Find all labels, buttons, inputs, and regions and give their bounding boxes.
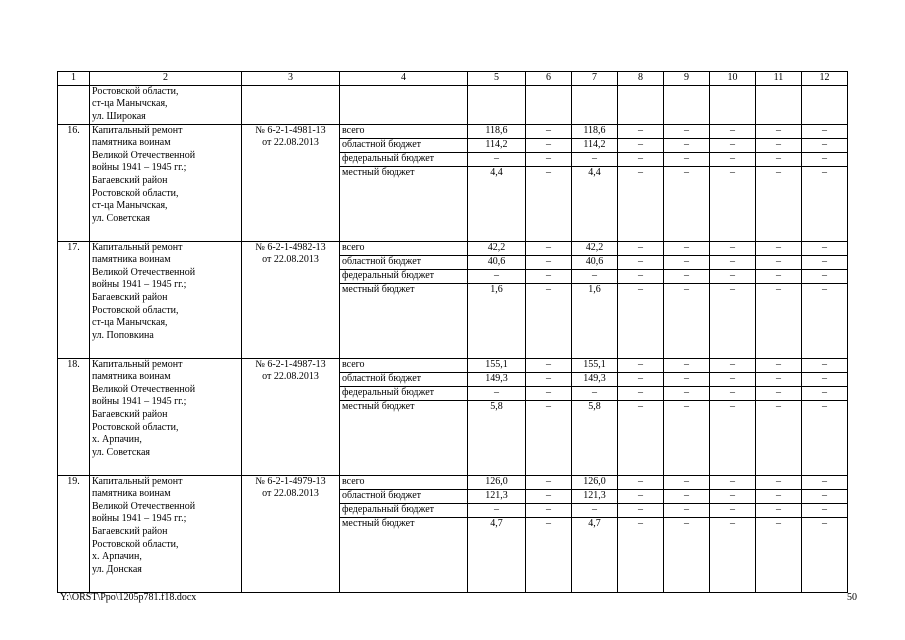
value-cell [802,85,848,124]
value-cell: – [802,269,848,283]
value-cell: – [802,503,848,517]
value-cell: – [526,138,572,152]
funding-source-cell: местный бюджет [340,517,468,592]
doc-cell: № 6-2-1-4979-13 от 22.08.2013 [242,475,340,592]
continuation-row [58,85,848,124]
value-cell: – [756,241,802,255]
funding-source-cell: местный бюджет [340,166,468,241]
value-cell: – [802,517,848,592]
funding-source-cell: областной бюджет [340,255,468,269]
value-cell: 1,6 [572,283,618,358]
value-cell: – [572,152,618,166]
value-cell: – [618,386,664,400]
header-cell: 3 [242,72,340,86]
value-cell [756,85,802,124]
funding-source-cell: местный бюджет [340,400,468,475]
doc-cell: № 6-2-1-4982-13 от 22.08.2013 [242,241,340,358]
funding-source-cell: всего [340,241,468,255]
value-cell: 4,7 [468,517,526,592]
value-cell: – [756,386,802,400]
value-cell: – [664,475,710,489]
funding-source-cell: областной бюджет [340,489,468,503]
value-cell: – [756,166,802,241]
value-cell: – [526,386,572,400]
value-cell: – [710,503,756,517]
value-cell: – [710,138,756,152]
value-cell: – [664,517,710,592]
header-cell: 1 [58,72,90,86]
value-cell: – [572,269,618,283]
budget-table [57,71,848,593]
value-cell: – [756,503,802,517]
funding-source-cell: областной бюджет [340,138,468,152]
object-name-cell: Капитальный ремонт памятника воинам Великой Отечественной войны 1941 – 1945 гг.; Багаевский район Ростовской области, ст-ца Манычская, ул. Поповкина [90,241,242,358]
value-cell: – [756,124,802,138]
value-cell: – [710,386,756,400]
value-cell: – [526,400,572,475]
value-cell: – [664,386,710,400]
value-cell: – [802,138,848,152]
value-cell: 42,2 [468,241,526,255]
funding-source-cell: местный бюджет [340,283,468,358]
value-cell: 155,1 [468,358,526,372]
value-cell: – [618,358,664,372]
table-row [58,475,848,489]
value-cell: – [710,475,756,489]
value-cell: 5,8 [468,400,526,475]
value-cell: – [572,503,618,517]
value-cell: 114,2 [572,138,618,152]
value-cell: – [526,372,572,386]
value-cell: – [618,124,664,138]
value-cell: – [618,517,664,592]
value-cell: – [802,166,848,241]
value-cell: 149,3 [468,372,526,386]
header-cell: 11 [756,72,802,86]
value-cell: – [756,152,802,166]
value-cell: – [618,241,664,255]
value-cell: – [618,503,664,517]
source-cell [340,85,468,124]
doc-cell: № 6-2-1-4987-13 от 22.08.2013 [242,358,340,475]
value-cell: 149,3 [572,372,618,386]
value-cell: – [802,400,848,475]
header-cell: 12 [802,72,848,86]
value-cell: – [526,283,572,358]
value-cell: – [802,283,848,358]
value-cell: – [710,358,756,372]
header-row [58,72,848,86]
value-cell: 1,6 [468,283,526,358]
object-name-cell: Капитальный ремонт памятника воинам Великой Отечественной войны 1941 – 1945 гг.; Багаевский район Ростовской области, х. Арпачин, ул. Советская [90,358,242,475]
value-cell: – [526,166,572,241]
value-cell: – [526,358,572,372]
footer-file-path: Y:\ORST\Ppo\1205p781.f18.docx [60,592,197,603]
value-cell: – [618,138,664,152]
value-cell: – [664,503,710,517]
funding-source-cell: всего [340,124,468,138]
value-cell: – [756,489,802,503]
value-cell: – [618,166,664,241]
value-cell: – [802,255,848,269]
value-cell: – [526,269,572,283]
value-cell: 118,6 [468,124,526,138]
value-cell: – [526,255,572,269]
value-cell: – [526,503,572,517]
table-row [58,358,848,372]
value-cell: – [664,124,710,138]
row-number-cell: 17. [58,241,90,358]
value-cell: – [710,241,756,255]
value-cell: 5,8 [572,400,618,475]
value-cell: – [664,152,710,166]
value-cell: – [618,489,664,503]
value-cell: – [618,475,664,489]
value-cell: – [468,152,526,166]
header-cell: 2 [90,72,242,86]
funding-source-cell: федеральный бюджет [340,503,468,517]
value-cell: – [710,269,756,283]
value-cell: – [756,269,802,283]
value-cell: – [802,358,848,372]
funding-source-cell: всего [340,475,468,489]
value-cell: – [664,138,710,152]
value-cell: – [664,400,710,475]
header-cell: 5 [468,72,526,86]
row-number-cell [58,85,90,124]
value-cell: – [710,124,756,138]
value-cell: – [526,241,572,255]
value-cell: – [664,489,710,503]
value-cell: 118,6 [572,124,618,138]
value-cell: 4,7 [572,517,618,592]
value-cell: – [664,255,710,269]
value-cell [618,85,664,124]
value-cell: – [468,269,526,283]
value-cell: – [572,386,618,400]
value-cell: – [710,283,756,358]
value-cell: – [618,269,664,283]
value-cell: – [664,358,710,372]
value-cell: – [756,372,802,386]
value-cell: 121,3 [468,489,526,503]
value-cell: 155,1 [572,358,618,372]
value-cell: – [526,517,572,592]
row-number-cell: 18. [58,358,90,475]
header-cell: 4 [340,72,468,86]
value-cell: – [756,475,802,489]
object-name-cell: Ростовской области, ст-ца Манычская, ул. Широкая [90,85,242,124]
value-cell: – [802,372,848,386]
object-name-cell: Капитальный ремонт памятника воинам Великой Отечественной войны 1941 – 1945 гг.; Багаевский район Ростовской области, ст-ца Манычская, ул. Советская [90,124,242,241]
table-body [58,72,848,593]
value-cell: – [710,489,756,503]
value-cell: – [618,152,664,166]
value-cell: – [618,255,664,269]
value-cell: – [756,255,802,269]
value-cell: – [664,241,710,255]
header-cell: 6 [526,72,572,86]
doc-cell: № 6-2-1-4981-13 от 22.08.2013 [242,124,340,241]
value-cell [664,85,710,124]
table-row [58,124,848,138]
value-cell: – [618,283,664,358]
value-cell: 121,3 [572,489,618,503]
value-cell: – [664,269,710,283]
value-cell: – [710,517,756,592]
value-cell: 42,2 [572,241,618,255]
value-cell [526,85,572,124]
value-cell: 40,6 [468,255,526,269]
value-cell: – [710,166,756,241]
value-cell: – [756,138,802,152]
value-cell: – [802,386,848,400]
value-cell: – [468,386,526,400]
funding-source-cell: областной бюджет [340,372,468,386]
row-number-cell: 16. [58,124,90,241]
header-cell: 9 [664,72,710,86]
value-cell: – [756,358,802,372]
row-number-cell: 19. [58,475,90,592]
header-cell: 8 [618,72,664,86]
value-cell: – [618,400,664,475]
value-cell: – [756,400,802,475]
value-cell: – [710,372,756,386]
value-cell: – [468,503,526,517]
value-cell: – [802,152,848,166]
value-cell: – [526,124,572,138]
header-cell: 7 [572,72,618,86]
value-cell: – [526,475,572,489]
value-cell: – [710,152,756,166]
value-cell: – [802,489,848,503]
value-cell: 4,4 [468,166,526,241]
value-cell: 126,0 [468,475,526,489]
value-cell: – [710,400,756,475]
value-cell: – [664,372,710,386]
footer-page-number: 50 [847,592,857,603]
value-cell: – [710,255,756,269]
header-cell: 10 [710,72,756,86]
value-cell: – [802,241,848,255]
value-cell: 126,0 [572,475,618,489]
value-cell [468,85,526,124]
doc-cell [242,85,340,124]
funding-source-cell: федеральный бюджет [340,386,468,400]
value-cell: 40,6 [572,255,618,269]
value-cell: – [664,166,710,241]
value-cell: 4,4 [572,166,618,241]
value-cell: – [802,124,848,138]
funding-source-cell: федеральный бюджет [340,269,468,283]
funding-source-cell: федеральный бюджет [340,152,468,166]
value-cell [572,85,618,124]
value-cell: – [802,475,848,489]
value-cell: – [526,489,572,503]
funding-source-cell: всего [340,358,468,372]
value-cell: – [664,283,710,358]
object-name-cell: Капитальный ремонт памятника воинам Великой Отечественной войны 1941 – 1945 гг.; Багаевский район Ростовской области, х. Арпачин, ул. Донская [90,475,242,592]
value-cell: – [618,372,664,386]
value-cell: – [756,283,802,358]
value-cell: – [756,517,802,592]
value-cell [710,85,756,124]
value-cell: 114,2 [468,138,526,152]
value-cell: – [526,152,572,166]
table-row [58,241,848,255]
